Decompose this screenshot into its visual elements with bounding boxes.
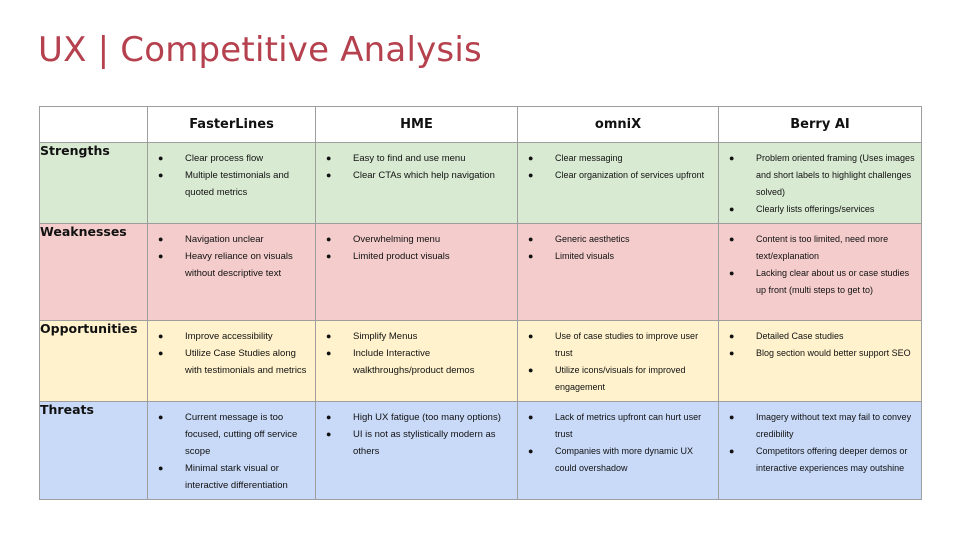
column-header-berry-ai: Berry AI [719,107,922,143]
list-item: ● Clear CTAs which help navigation [326,167,511,184]
cell-threats-omnix [518,402,719,500]
bullet-icon: ● [528,170,534,180]
cell-weaknesses-berry-ai [719,224,922,321]
cell-weaknesses-hme [316,224,518,321]
cell-strengths-hme [316,143,518,224]
cell-opportunities-fasterlines [148,321,316,402]
list-item: ● Clear process flow [158,150,309,167]
corner-cell [40,107,148,143]
list-item: ● Utilize icons/visuals for improved engagement [528,362,712,396]
header-row [40,107,922,143]
list-item: ● Overwhelming menu [326,231,511,248]
list-item: ● Competitors offering deeper demos or interactive experiences may outshine [729,443,915,477]
list-item: ● Navigation unclear [158,231,309,248]
bullet-icon: ● [528,234,534,244]
bullet-icon: ● [158,412,164,422]
row-label-threats: Threats [40,402,148,500]
list-item: ● Generic aesthetics [528,231,712,248]
list-item: ● Detailed Case studies [729,328,915,345]
bullet-icon: ● [326,331,332,341]
cell-threats-berry-ai [719,402,922,500]
list-item: ● Heavy reliance on visuals without descriptive text [158,248,309,282]
bullet-icon: ● [528,412,534,422]
cell-opportunities-hme [316,321,518,402]
cell-threats-hme [316,402,518,500]
list-item: ● Utilize Case Studies along with testimonials and metrics [158,345,309,379]
list-item: ● Lack of metrics upfront can hurt user trust [528,409,712,443]
column-header-fasterlines: FasterLines [148,107,316,143]
cell-opportunities-omnix [518,321,719,402]
cell-weaknesses-fasterlines [148,224,316,321]
list-item: ● Minimal stark visual or interactive differentiation [158,460,309,494]
row-threats [40,402,922,500]
bullet-icon: ● [158,153,164,163]
bullet-icon: ● [158,251,164,261]
bullet-icon: ● [528,365,534,375]
column-header-omnix: omniX [518,107,719,143]
list-item: ● Clear messaging [528,150,712,167]
row-strengths [40,143,922,224]
list-item: ● Lacking clear about us or case studies up front (multi steps to get to) [729,265,915,299]
bullet-icon: ● [326,234,332,244]
cell-weaknesses-omnix [518,224,719,321]
bullet-icon: ● [158,331,164,341]
bullet-icon: ● [158,170,164,180]
bullet-icon: ● [729,153,735,163]
list-item: ● Current message is too focused, cutting off service scope [158,409,309,460]
bullet-icon: ● [326,412,332,422]
bullet-icon: ● [528,446,534,456]
list-item: ● UI is not as stylistically modern as others [326,426,511,460]
bullet-icon: ● [326,429,332,439]
bullet-icon: ● [158,463,164,473]
bullet-icon: ● [326,153,332,163]
cell-strengths-omnix [518,143,719,224]
list-item: ● Use of case studies to improve user trust [528,328,712,362]
list-item: ● Limited visuals [528,248,712,265]
cell-opportunities-berry-ai [719,321,922,402]
row-weaknesses [40,224,922,321]
list-item: ● Problem oriented framing (Uses images and short labels to highlight challenges solved) [729,150,915,201]
bullet-icon: ● [326,348,332,358]
list-item: ● Blog section would better support SEO [729,345,915,362]
competitive-analysis-table [39,106,922,500]
bullet-icon: ● [729,348,735,358]
row-label-opportunities: Opportunities [40,321,148,402]
bullet-icon: ● [326,170,332,180]
list-item: ● Clearly lists offerings/services [729,201,915,218]
bullet-icon: ● [729,204,735,214]
bullet-icon: ● [528,153,534,163]
bullet-icon: ● [729,268,735,278]
bullet-icon: ● [729,234,735,244]
row-label-strengths: Strengths [40,143,148,224]
bullet-icon: ● [158,234,164,244]
list-item: ● Limited product visuals [326,248,511,265]
row-opportunities [40,321,922,402]
list-item: ● Multiple testimonials and quoted metrics [158,167,309,201]
list-item: ● Content is too limited, need more text/explanation [729,231,915,265]
bullet-icon: ● [158,348,164,358]
list-item: ● Easy to find and use menu [326,150,511,167]
list-item: ● Companies with more dynamic UX could overshadow [528,443,712,477]
cell-strengths-fasterlines [148,143,316,224]
bullet-icon: ● [729,331,735,341]
cell-strengths-berry-ai [719,143,922,224]
list-item: ● Improve accessibility [158,328,309,345]
row-label-weaknesses: Weaknesses [40,224,148,321]
bullet-icon: ● [528,251,534,261]
column-header-hme: HME [316,107,518,143]
cell-threats-fasterlines [148,402,316,500]
list-item: ● Imagery without text may fail to convey credibility [729,409,915,443]
list-item: ● High UX fatigue (too many options) [326,409,511,426]
list-item: ● Include Interactive walkthroughs/product demos [326,345,511,379]
page-title: UX | Competitive Analysis [38,30,482,70]
bullet-icon: ● [729,446,735,456]
bullet-icon: ● [729,412,735,422]
list-item: ● Simplify Menus [326,328,511,345]
list-item: ● Clear organization of services upfront [528,167,712,184]
bullet-icon: ● [326,251,332,261]
bullet-icon: ● [528,331,534,341]
